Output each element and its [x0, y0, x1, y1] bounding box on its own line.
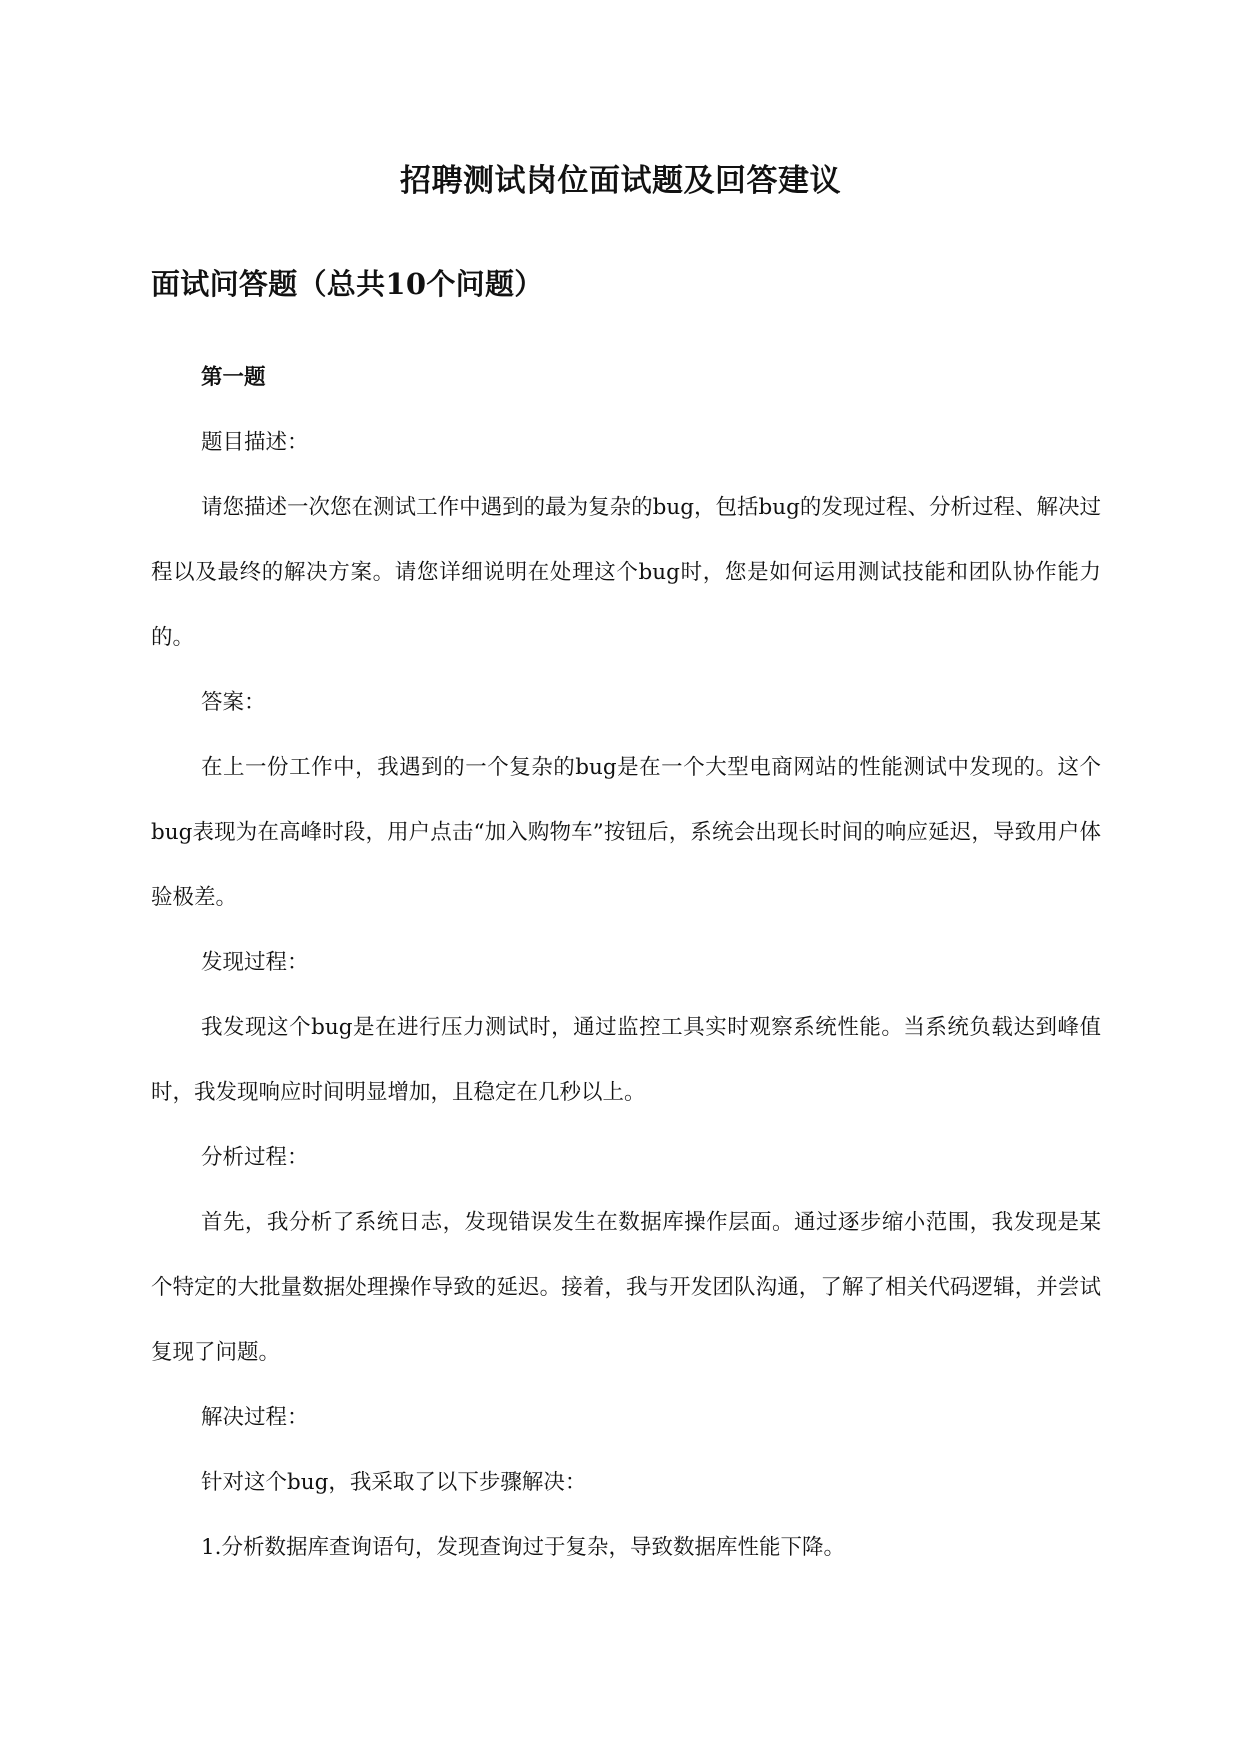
discovery-label: 发现过程：: [201, 950, 309, 975]
page-title: 招聘测试岗位面试题及回答建议: [400, 163, 841, 199]
document-body: [151, 345, 1101, 1580]
answer-paragraph: 在上一份工作中，我遇到的一个复杂的bug是在一个大型电商网站的性能测试中发现的。这个bug表现为在高峰时段，用户点击“加入购物车”按钮后，系统会出现长时间的响应延迟，导致用户体验极差。: [151, 755, 1101, 910]
analysis-paragraph: 首先，我分析了系统日志，发现错误发生在数据库操作层面。通过逐步缩小范围，我发现是某个特定的大批量数据处理操作导致的延迟。接着，我与开发团队沟通，了解了相关代码逻辑，并尝试复现了问题。: [151, 1210, 1101, 1365]
discovery-paragraph: 我发现这个bug是在进行压力测试时，通过监控工具实时观察系统性能。当系统负载达到峰值时，我发现响应时间明显增加，且稳定在几秒以上。: [151, 1015, 1101, 1105]
solution-intro: 针对这个bug，我采取了以下步骤解决：: [201, 1470, 587, 1495]
section-heading: 面试问答题（总共10个问题）: [151, 267, 544, 301]
solution-label: 解决过程：: [201, 1405, 309, 1430]
solution-step-1: 1.分析数据库查询语句，发现查询过于复杂，导致数据库性能下降。: [201, 1535, 846, 1560]
question-title: 第一题: [201, 365, 266, 390]
description-paragraph: 请您描述一次您在测试工作中遇到的最为复杂的bug，包括bug的发现过程、分析过程、解决过程以及最终的解决方案。请您详细说明在处理这个bug时，您是如何运用测试技能和团队协作能力的。: [151, 495, 1101, 650]
analysis-label: 分析过程：: [201, 1145, 309, 1170]
answer-label: 答案：: [201, 690, 266, 715]
description-label: 题目描述：: [201, 430, 309, 455]
